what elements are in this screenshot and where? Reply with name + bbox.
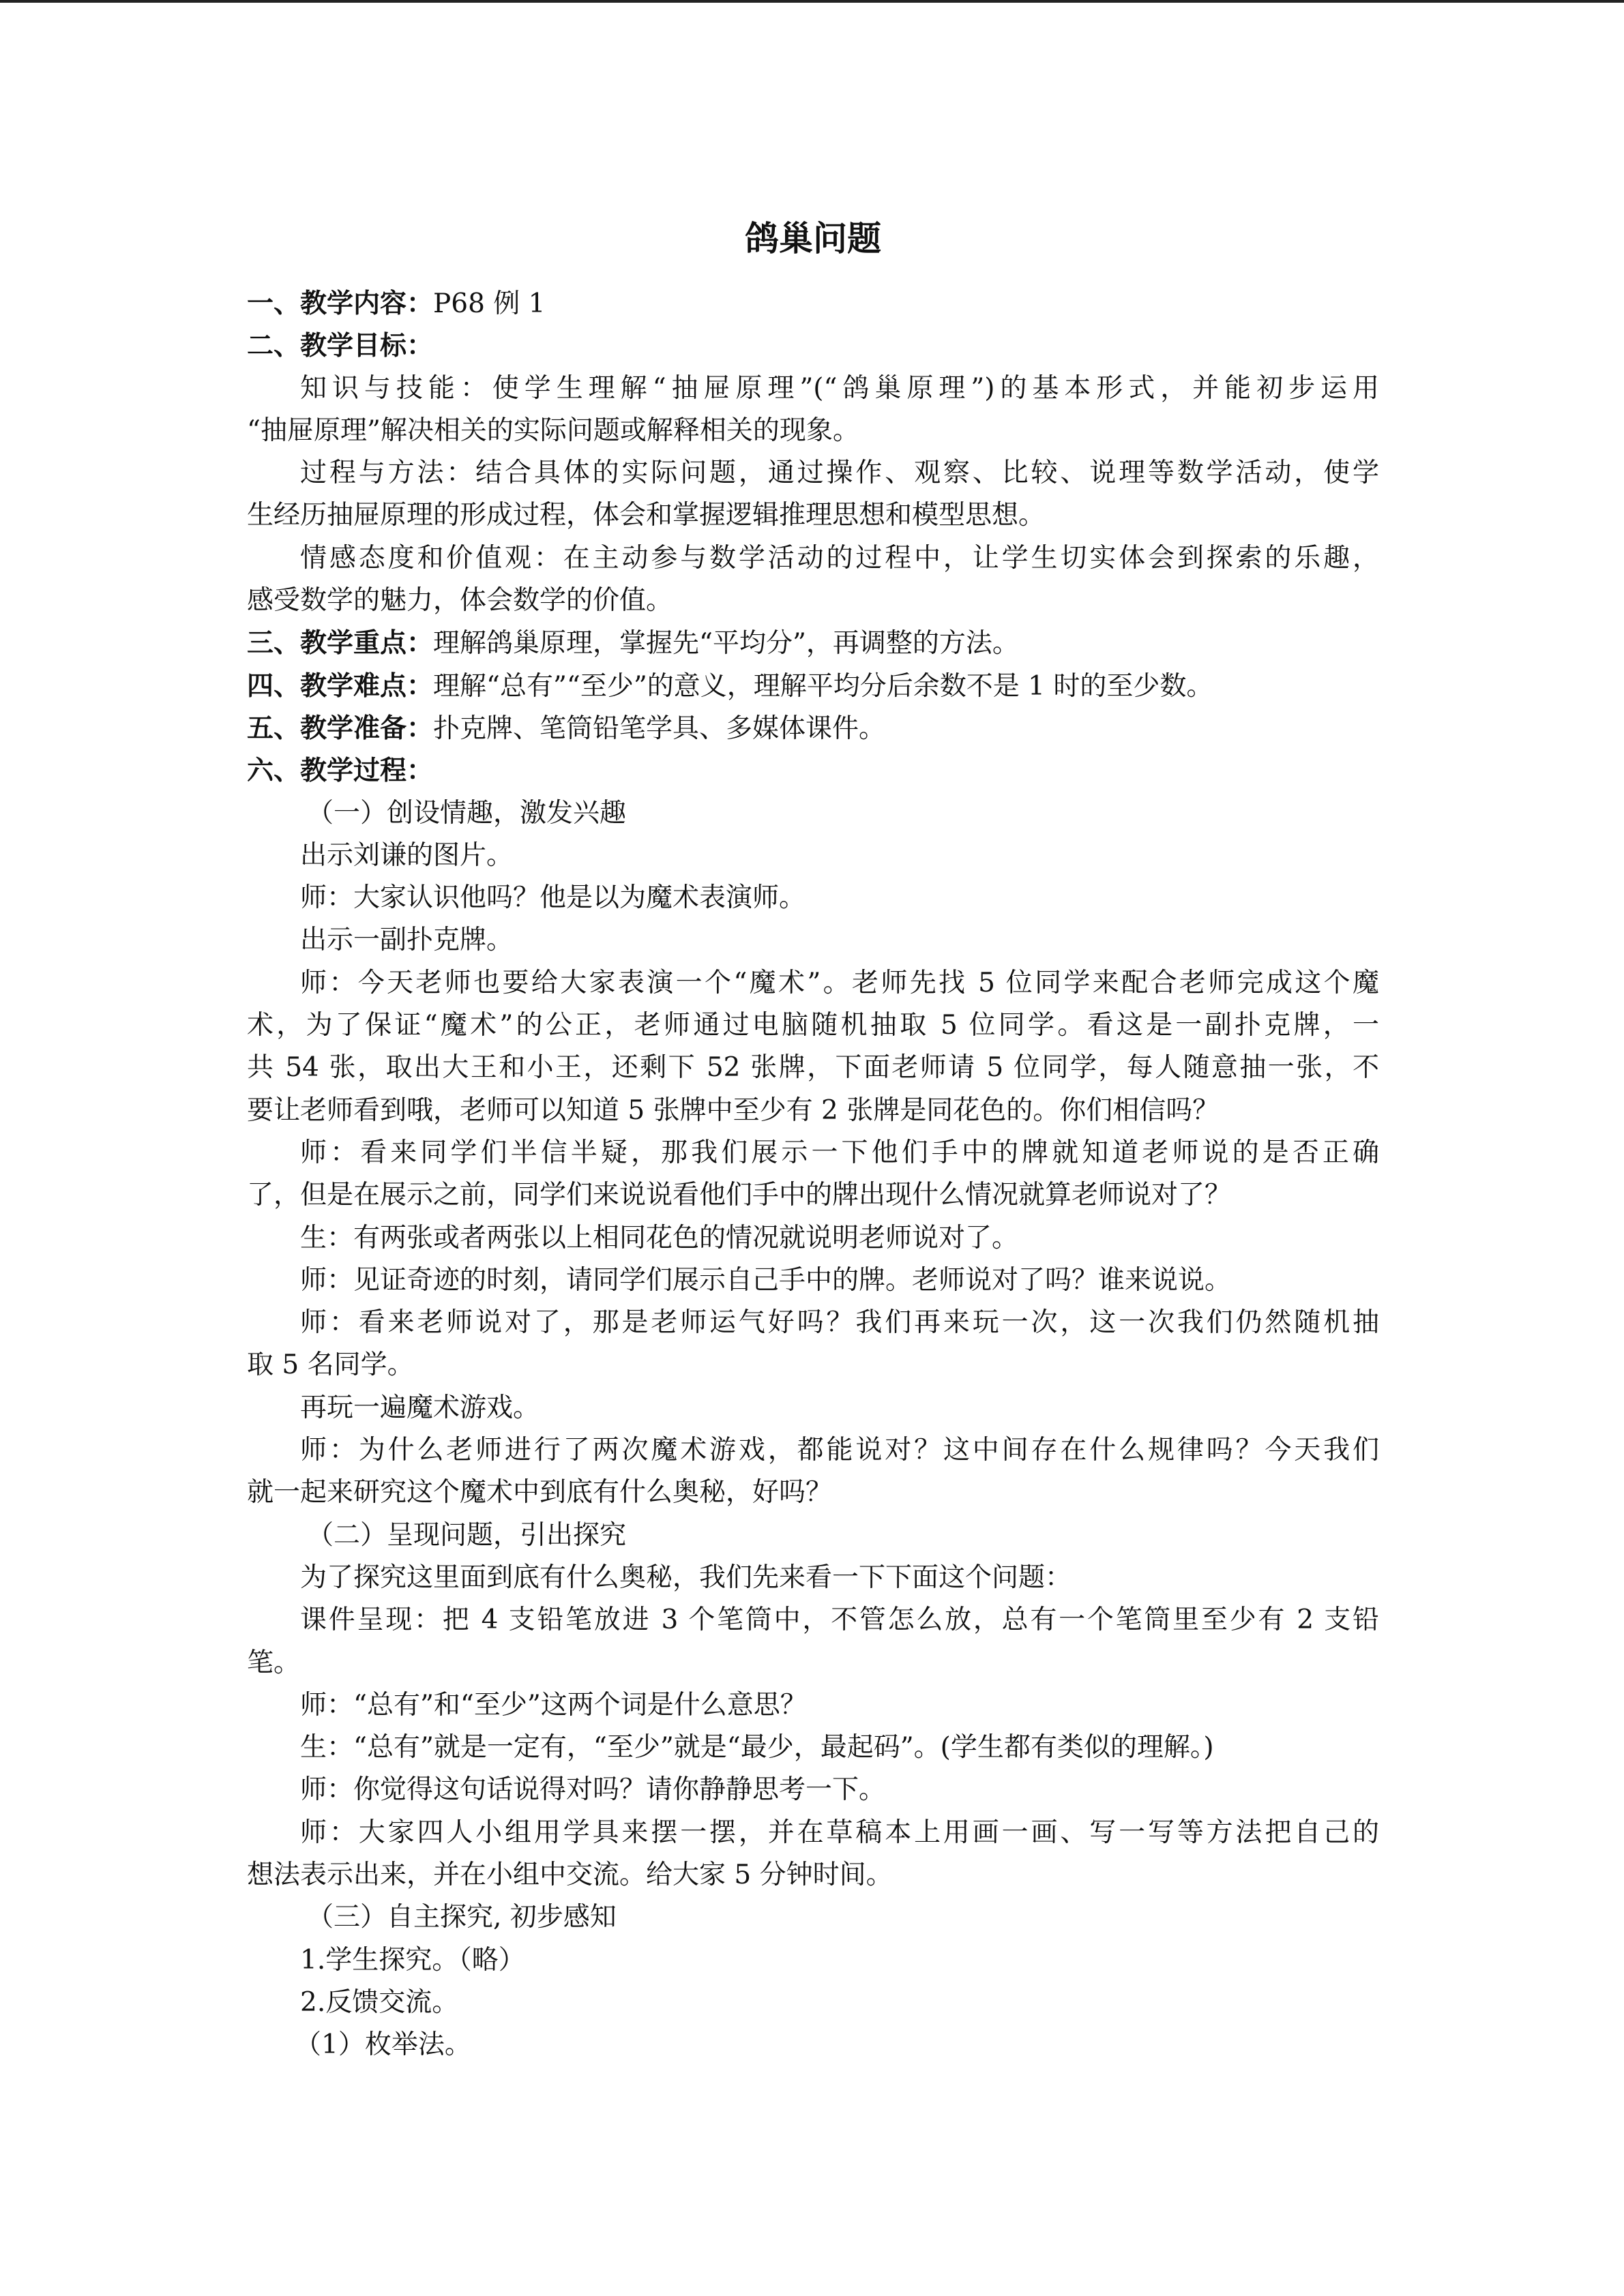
paragraph-line: 1.学生探究。（略） (300, 1944, 525, 1976)
page-title: 鸽巢问题 (745, 218, 881, 258)
paragraph-line: 师：为什么老师进行了两次魔术游戏，都能说对？这中间存在什么规律吗？今天我们 (300, 1435, 1379, 1466)
paragraph-line: 师：见证奇迹的时刻，请同学们展示自己手中的牌。老师说对了吗？谁来说说。 (300, 1264, 1232, 1296)
section-difficulties (247, 665, 1379, 707)
paragraph-line: 生：有两张或者两张以上相同花色的情况就说明老师说对了。 (300, 1222, 1019, 1253)
subsection-heading: （一）创设情趣，激发兴趣 (307, 797, 627, 829)
section-process (247, 749, 1379, 792)
paragraph-line: 出示一副扑克牌。 (300, 925, 514, 956)
paragraph-line: 师：今天老师也要给大家表演一个“魔术”。老师先找 5 位同学来配合老师完成这个魔 (300, 967, 1379, 998)
section-text: 扑克牌、笔筒铅笔学具、多媒体课件。 (433, 713, 886, 744)
paragraph-line: （1）枚举法。 (295, 2029, 471, 2061)
paragraph-line: 师：大家四人小组用学具来摆一摆，并在草稿本上用画一画、写一写等方法把自己的 (300, 1817, 1379, 1848)
section-label: 一、教学内容： (247, 288, 434, 319)
paragraph-line: 要让老师看到哦，老师可以知道 5 张牌中至少有 2 张牌是同花色的。你们相信吗？ (247, 1094, 1220, 1126)
paragraph-line: 为了探究这里面到底有什么奥秘，我们先来看一下下面这个问题： (300, 1562, 1072, 1593)
document-body (247, 282, 1379, 2066)
section-text: 理解“总有”“至少”的意义，理解平均分后余数不是 1 时的至少数。 (433, 670, 1213, 702)
paragraph-line: 师：你觉得这句话说得对吗？请你静静思考一下。 (300, 1774, 886, 1806)
subsection-heading: （二）呈现问题，引出探究 (307, 1519, 627, 1551)
paragraph-line: 共 54 张，取出大王和小王，还剩下 52 张牌，下面老师请 5 位同学，每人随意抽一张，不 (247, 1052, 1379, 1084)
paragraph-line: 取 5 名同学。 (247, 1350, 414, 1381)
section-text: P68 例 1 (433, 288, 546, 319)
paragraph-line: 师：看来同学们半信半疑，那我们展示一下他们手中的牌就知道老师说的是否正确 (300, 1137, 1379, 1168)
section-label: 二、教学目标： (247, 330, 434, 362)
paragraph-line: 情感态度和价值观：在主动参与数学活动的过程中，让学生切实体会到探索的乐趣， (300, 542, 1379, 573)
paragraph-line: 2.反馈交流。 (300, 1986, 459, 2018)
paragraph-line: 想法表示出来，并在小组中交流。给大家 5 分钟时间。 (247, 1859, 893, 1890)
paragraph-line: 师：看来老师说对了，那是老师运气好吗？我们再来玩一次，这一次我们仍然随机抽 (300, 1307, 1379, 1339)
section-label: 四、教学难点： (247, 670, 434, 702)
paragraph-line: “抽屉原理”解决相关的实际问题或解释相关的现象。 (247, 415, 859, 446)
paragraph-line: 术，为了保证“魔术”的公正，老师通过电脑随机抽取 5 位同学。看这是一副扑克牌，一 (247, 1010, 1379, 1041)
paragraph-line: 笔。 (247, 1647, 301, 1678)
section-label: 五、教学准备： (247, 712, 434, 744)
section-teaching-goals (247, 325, 1379, 367)
paragraph-line: 感受数学的魅力，体会数学的价值。 (247, 585, 673, 616)
section-preparation (247, 707, 1379, 749)
section-text: 理解鸽巢原理，掌握先“平均分”，再调整的方法。 (433, 628, 1019, 659)
section-label: 三、教学重点： (247, 627, 434, 659)
subsection-heading: （三）自主探究, 初步感知 (307, 1902, 617, 1933)
paragraph-line: 了，但是在展示之前，同学们来说说看他们手中的牌出现什么情况就算老师说对了？ (247, 1180, 1232, 1211)
paragraph-line: 就一起来研究这个魔术中到底有什么奥秘，好吗？ (247, 1477, 833, 1508)
paragraph-line: 生经历抽屉原理的形成过程，体会和掌握逻辑推理思想和模型思想。 (247, 500, 1046, 531)
section-label: 六、教学过程： (247, 755, 434, 787)
section-key-points (247, 622, 1379, 664)
paragraph-line: 再玩一遍魔术游戏。 (300, 1392, 540, 1423)
paragraph-line: 过程与方法：结合具体的实际问题，通过操作、观察、比较、说理等数学活动，使学 (300, 458, 1379, 489)
section-teaching-content (247, 282, 1379, 325)
paragraph-line: 出示刘谦的图片。 (300, 839, 514, 871)
paragraph-line: 师：“总有”和“至少”这两个词是什么意思？ (300, 1689, 807, 1720)
top-border-line (0, 0, 1624, 3)
paragraph-line: 师：大家认识他吗？他是以为魔术表演师。 (300, 882, 806, 914)
paragraph-line: 课件呈现：把 4 支铅笔放进 3 个笔筒中，不管怎么放，总有一个笔筒里至少有 2 支铅 (300, 1605, 1379, 1636)
paragraph-line: 知识与技能：使学生理解“抽屉原理”(“鸽巢原理”)的基本形式，并能初步运用 (300, 372, 1379, 404)
paragraph-line: 生：“总有”就是一定有，“至少”就是“最少，最起码”。(学生都有类似的理解。) (300, 1732, 1214, 1763)
